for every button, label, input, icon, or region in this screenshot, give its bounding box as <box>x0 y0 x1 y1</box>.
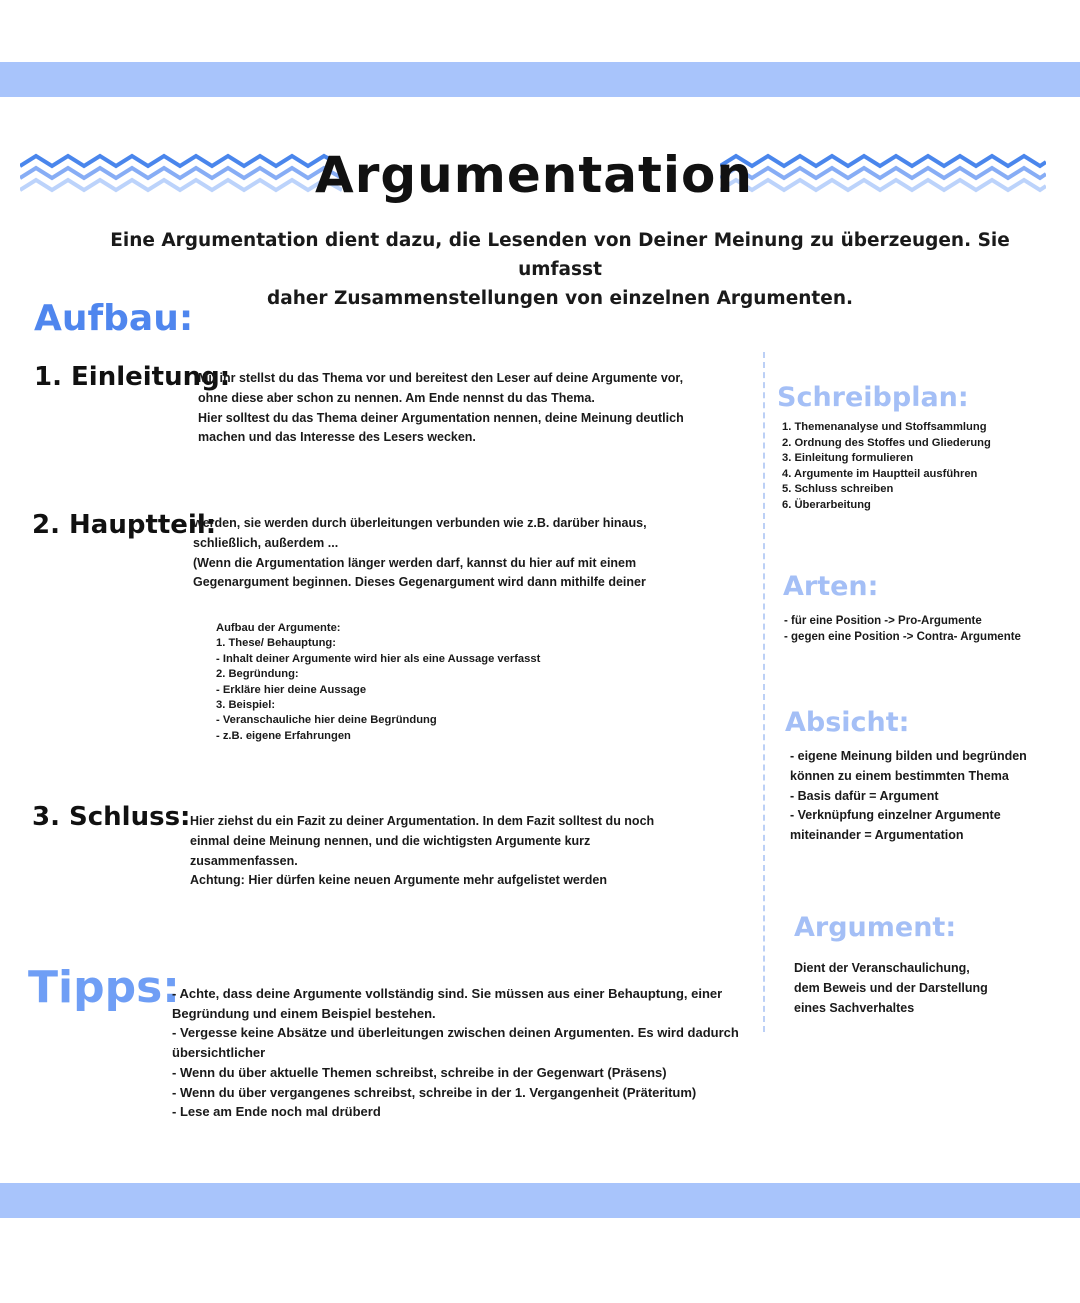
tipps-text <box>172 984 739 1122</box>
intro-line: Eine Argumentation dient dazu, die Lesenden von Deiner Meinung zu überzeugen. Sie umfasst <box>110 230 1010 280</box>
text-line: eines Sachverhaltes <box>794 1000 915 1015</box>
hauptteil-text <box>193 514 647 593</box>
text-line: machen und das Interesse des Lesers wecken. <box>198 430 476 445</box>
absicht-heading: Absicht: <box>785 707 910 738</box>
list-item: - Veranschauliche hier deine Begründung <box>216 714 437 727</box>
einleitung-text <box>198 369 684 448</box>
schluss-text <box>190 812 654 891</box>
text-line: - Basis dafür = Argument <box>790 788 939 803</box>
list-item: 6. Überarbeitung <box>782 498 871 511</box>
list-item: 3. Einleitung formulieren <box>782 452 914 465</box>
text-line: werden, sie werden durch überleitungen verbunden wie z.B. darüber hinaus, <box>193 516 647 530</box>
text-line: Mit ihr stellst du das Thema vor und bereitest den Leser auf deine Argumente vor, <box>198 371 684 385</box>
text-line: ohne diese aber schon zu nennen. Am Ende nennst du das Thema. <box>198 390 595 405</box>
text-line: zusammenfassen. <box>190 853 298 868</box>
list-item: - Inhalt deiner Argumente wird hier als eine Aussage verfasst <box>216 652 541 665</box>
text-line: einmal deine Meinung nennen, und die wichtigsten Argumente kurz <box>190 833 591 848</box>
text-line: Achtung: Hier dürfen keine neuen Argumente mehr aufgelistet werden <box>190 873 607 888</box>
list-item: - z.B. eigene Erfahrungen <box>216 729 351 742</box>
text-line: können zu einem bestimmten Thema <box>790 768 1009 783</box>
text-line: - Achte, dass deine Argumente vollständig sind. Sie müssen aus einer Behauptung, einer <box>172 986 723 1001</box>
list-item: - gegen eine Position -> Contra- Argumente <box>784 631 1021 644</box>
schluss-heading: 3. Schluss: <box>32 802 191 832</box>
list-item: - Erkläre hier deine Aussage <box>216 683 367 696</box>
text-line: Hier ziehst du ein Fazit zu deiner Argumentation. In dem Fazit solltest du noch <box>190 814 655 828</box>
text-line: Begründung und einem Beispiel bestehen. <box>172 1005 436 1021</box>
text-line: miteinander = Argumentation <box>790 828 964 843</box>
list-item: 1. Themenanalyse und Stoffsammlung <box>782 421 987 433</box>
text-line: Gegenargument beginnen. Dieses Gegenargument wird dann mithilfe deiner <box>193 575 646 590</box>
einleitung-heading: 1. Einleitung: <box>34 362 231 392</box>
list-item: 2. Ordnung des Stoffes und Gliederung <box>782 436 991 449</box>
top-band <box>0 62 1080 97</box>
absicht-text <box>790 747 1027 846</box>
text-line: - Wenn du über vergangenes schreibst, schreibe in der 1. Vergangenheit (Präteritum) <box>172 1084 697 1100</box>
page-title: Argumentation <box>315 146 753 204</box>
list-item: 1. These/ Behauptung: <box>216 637 336 650</box>
text-line: - eigene Meinung bilden und begründen <box>790 749 1027 763</box>
text-line: übersichtlicher <box>172 1045 266 1061</box>
intro-text <box>100 226 1020 313</box>
text-line: (Wenn die Argumentation länger werden darf, kannst du hier auf mit einem <box>193 555 637 570</box>
aufbau-heading: Aufbau: <box>34 298 194 339</box>
schreibplan-list <box>782 420 991 514</box>
schreibplan-heading: Schreibplan: <box>777 382 969 413</box>
text-line: - Verknüpfung einzelner Argumente <box>790 808 1001 823</box>
arten-heading: Arten: <box>783 571 879 602</box>
argument-heading: Argument: <box>794 912 957 943</box>
list-item: Aufbau der Argumente: <box>216 622 341 634</box>
text-line: dem Beweis und der Darstellung <box>794 980 988 995</box>
argument-structure-list <box>216 621 540 744</box>
list-item: - für eine Position -> Pro-Argumente <box>784 615 982 627</box>
text-line: - Lese am Ende noch mal drüberd <box>172 1104 381 1120</box>
text-line: - Vergesse keine Absätze und überleitungen zwischen deinen Argumenten. Es wird dadurch <box>172 1025 739 1041</box>
hauptteil-heading: 2. Hauptteil: <box>32 510 217 540</box>
intro-line: daher Zusammenstellungen von einzelnen Argumenten. <box>266 288 854 309</box>
list-item: 2. Begründung: <box>216 668 299 681</box>
list-item: 3. Beispiel: <box>216 699 276 712</box>
argument-text <box>794 959 988 1018</box>
list-item: 5. Schluss schreiben <box>782 483 894 496</box>
text-line: Hier solltest du das Thema deiner Argumentation nennen, deine Meinung deutlich <box>198 410 684 425</box>
text-line: schließlich, außerdem ... <box>193 535 339 550</box>
tipps-heading: Tipps: <box>28 962 180 1013</box>
text-line: Dient der Veranschaulichung, <box>794 961 970 975</box>
bottom-band <box>0 1183 1080 1218</box>
arten-list <box>784 613 1021 645</box>
list-item: 4. Argumente im Hauptteil ausführen <box>782 467 978 480</box>
text-line: - Wenn du über aktuelle Themen schreibst, schreibe in der Gegenwart (Präsens) <box>172 1064 667 1080</box>
sidebar-divider <box>763 352 765 1032</box>
